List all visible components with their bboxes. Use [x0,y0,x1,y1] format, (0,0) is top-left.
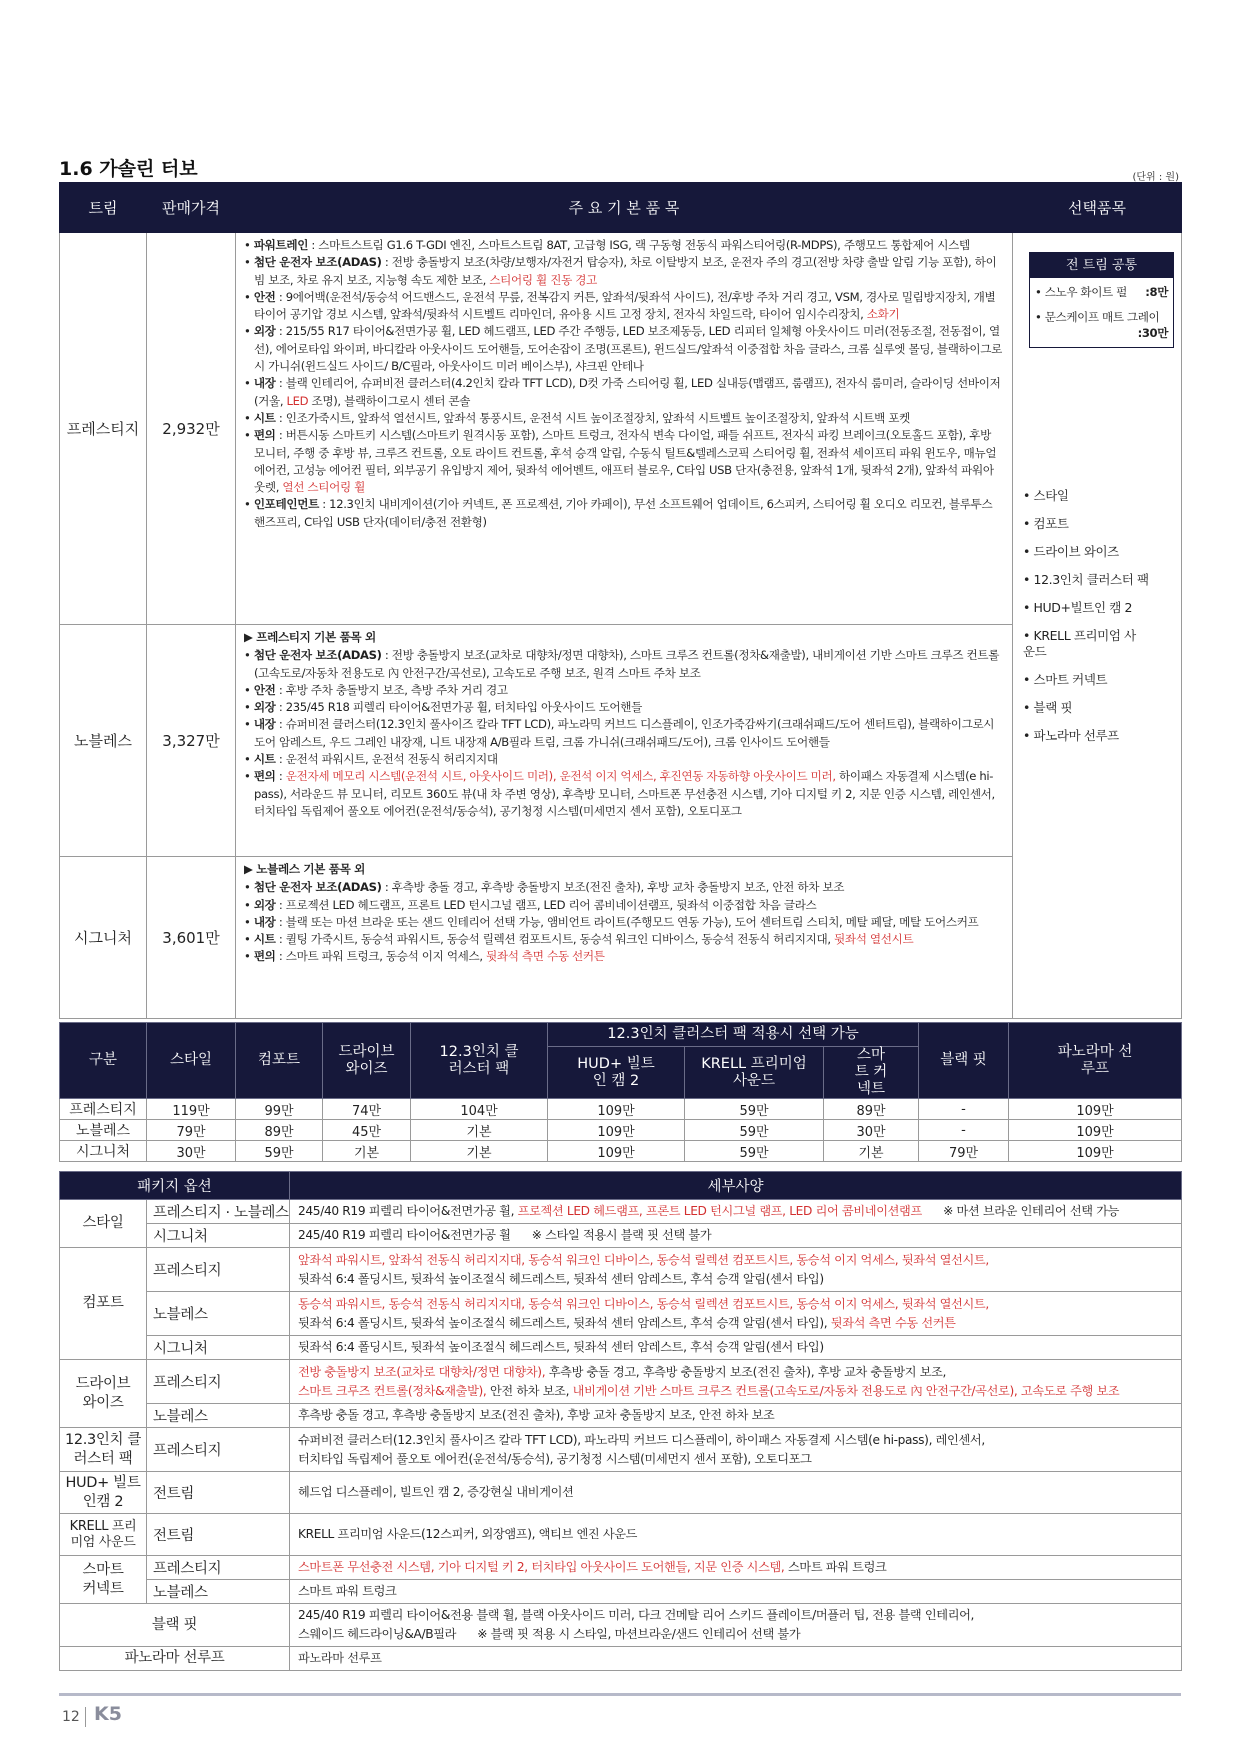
feature-item: • 외장 : 프로젝션 LED 헤드램프, 프론트 LED 턴시그널 램프, LED 리어 콤비네이션램프, 뒷좌석 이중접합 차음 글라스 [244,897,1004,914]
feature-item: • 편의 : 버튼시동 스마트키 시스템(스마트키 원격시동 포함), 스마트 트렁크, 전자식 변속 다이얼, 패들 쉬프트, 전자식 파킹 브레이크(오토홀드 포함), 후방 모니터, 주행 중 후방 뷰, 크루즈 컨트롤, 오토 라이트 컨트롤, 후석 승객 알림, 수동식 틸트&텔레스코픽 스티어링 휠, 전좌석 세이프티 파워 윈도우, 매뉴얼 에어컨, 고성능 에어컨 필터, 외부공기 유입방지 제어, 뒷좌석 에어벤트, 애프터 블로우, C타입 USB 단자(충전용, 앞좌석 1개, 뒷좌석 2개), 앞좌석 파워아웃렛, 열선 스티어링 휠 [244,427,1004,496]
price-row-trim: 시그니처 [60,1141,147,1162]
feature-item: • 내장 : 블랙 인테리어, 슈퍼비전 클러스터(4.2인치 칼라 TFT LCD), D컷 가죽 스티어링 휠, LED 실내등(맵램프, 룸램프), 전자식 룸미러, 슬라이딩 선바이저(거울, LED 조명), 블랙하이그로시 센터 콘솔 [244,375,1004,410]
pkg-group-cluster: 12.3인치 클러스터 팩 [60,1428,147,1472]
option-item: • 스타일 [1023,488,1149,504]
header-options: 선택품목 [1013,183,1182,233]
price-cell: 기본 [323,1141,411,1162]
page-footer [59,1693,1181,1725]
feature-list [236,625,1013,857]
price-header-panorama: 파노라마 선루프 [1009,1023,1182,1099]
price-row [60,1141,1182,1162]
price-cell: 59만 [685,1099,824,1120]
pkg-detail: 파노라마 선루프 [290,1647,1182,1671]
option-item: • KRELL 프리미엄 사운드 [1023,628,1143,660]
price-cell: 119만 [147,1099,236,1120]
feature-item: • 내장 : 블랙 또는 마션 브라운 또는 샌드 인테리어 선택 가능, 앰비언트 라이트(주행모드 연동 가능), 도어 센터트림 스티치, 메탈 페달, 메탈 도어스커프 [244,914,1004,931]
page-number: 12 [62,1709,80,1725]
trim-price: 2,932만 [147,233,236,625]
options-cell [1013,233,1182,1019]
price-cell: 109만 [548,1120,685,1141]
feature-item: • 안전 : 9에어백(운전석/동승석 어드밴스드, 운전석 무릎, 전복감지 커튼, 앞좌석/뒷좌석 사이드), 전/후방 주차 거리 경고, VSM, 경사로 밀림방지장치, 개별 타이어 공기압 경보 시스템, 앞좌석/뒷좌석 시트벨트 리마인더, 유아용 시트 고정 장치, 전자식 차일드락, 타이어 임시수리장치, 소화기 [244,289,1004,324]
option-item: • 스마트 커넥트 [1023,672,1149,688]
price-header-group: 12.3인치 클러스터 팩 적용시 선택 가능 [548,1023,919,1047]
pkg-group-smart: 스마트 커넥트 [60,1556,147,1604]
option-item: • 컴포트 [1023,516,1149,532]
pkg-detail: 동승석 파워시트, 동승석 전동식 허리지지대, 동승석 워크인 디바이스, 동승석 릴렉션 컴포트시트, 동승석 이지 억세스, 뒷좌석 열선시트, 뒷좌석 6:4 폴딩시트, 뒷좌석 높이조절식 헤드레스트, 뒷좌석 센터 암레스트, 후석 승객 알림(센서 타입), 뒷좌석 측면 수동 선커튼 [290,1292,1182,1336]
feature-item: • 인포테인먼트 : 12.3인치 내비게이션(기아 커넥트, 폰 프로젝션, 기아 카페이), 무선 소프트웨어 업데이트, 6스피커, 스티어링 휠 오디오 리모컨, 블루투스 핸즈프리, C타입 USB 단자(데이터/충전 전환형) [244,496,1004,531]
price-cell: 기본 [411,1141,548,1162]
pkg-sub: 프레스티지 [147,1556,290,1580]
pkg-sub: 프레스티지 [147,1248,290,1292]
spec-page [59,150,1181,1671]
price-header-style: 스타일 [147,1023,236,1099]
price-cell: 74만 [323,1099,411,1120]
price-cell: 89만 [236,1120,323,1141]
price-cell: 30만 [147,1141,236,1162]
pkg-group-krell: KRELL 프리미엄 사운드 [60,1514,147,1556]
pkg-detail: 245/40 R19 피렐리 타이어&전면가공 휠 ※ 스타일 적용시 블랙 핏 선택 불가 [290,1224,1182,1248]
pkg-group-style: 스타일 [60,1200,147,1248]
feature-section-header: ▶ 노블레스 기본 품목 외 [244,862,365,876]
option-item: • 12.3인치 클러스터 팩 [1023,572,1149,588]
price-header-comfort: 컴포트 [236,1023,323,1099]
pkg-group-drivewise: 드라이브 와이즈 [60,1360,147,1428]
price-cell: 59만 [685,1120,824,1141]
option-item: • 블랙 핏 [1023,700,1149,716]
common-item: • 스노우 화이트 펄 :8만 [1035,285,1168,299]
pkg-group-hud: HUD+ 빌트인캠 2 [60,1472,147,1514]
header-features: 주 요 기 본 품 목 [236,183,1013,233]
feature-item: • 시트 : 운전석 파워시트, 운전석 전동식 허리지지대 [244,751,1004,768]
trim-features-table [59,182,1182,1019]
unit-note: (단위 : 원) [1132,172,1179,183]
pkg-sub: 노블레스 [147,1404,290,1428]
pkg-detail: 스마트폰 무선충전 시스템, 기아 디지털 키 2, 터치타입 아웃사이드 도어핸들, 지문 인증 시스템, 스마트 파워 트렁크 [290,1556,1182,1580]
price-header-hud: HUD+ 빌트인 캠 2 [548,1047,685,1099]
price-cell: 79만 [147,1120,236,1141]
pkg-sub: 프레스티지 [147,1360,290,1404]
price-cell: 기본 [411,1120,548,1141]
price-cell: 109만 [1009,1141,1182,1162]
pkg-group-pano: 파노라마 선루프 [60,1647,290,1671]
model-name: K5 [94,1703,122,1725]
header-price: 판매가격 [147,183,236,233]
pkg-detail: 슈퍼비전 클러스터(12.3인치 풀사이즈 칼라 TFT LCD), 파노라믹 커브드 디스플레이, 하이패스 자동결제 시스템(e hi-pass), 레인센서, 터치타입 독립제어 풀오토 에어컨(운전석/동승석), 공기청정 시스템(미세먼지 센서 포함), 오토디포그 [290,1428,1182,1472]
price-header-cluster: 12.3인치 클러스터 팩 [411,1023,548,1099]
price-cell: 104만 [411,1099,548,1120]
price-row [60,1120,1182,1141]
option-item: • 파노라마 선루프 [1023,728,1149,744]
common-box-title: 전 트림 공통 [1030,253,1173,278]
pkg-detail: 245/40 R19 피렐리 타이어&전용 블랙 휠, 블랙 아웃사이드 미러, 다크 건메탈 리어 스키드 플레이트/머플러 팁, 전용 블랙 인테리어, 스웨이드 헤드라이닝&A/B필라 ※ 블랙 핏 적용 시 스타일, 마션브라운/샌드 인테리어 선택 불가 [290,1604,1182,1647]
feature-item: • 내장 : 슈퍼비전 클러스터(12.3인치 풀사이즈 칼라 TFT LCD), 파노라믹 커브드 디스플레이, 인조가죽감싸기(크래쉬패드/도어 센터트림), 블랙하이그로시 도어 암레스트, 우드 그레인 내장재, 니트 내장재 A/B필라 트림, 크롬 가니쉬(크래쉬패드/도어), 크롬 인사이드 도어핸들 [244,716,1004,751]
pkg-header-option: 패키지 옵션 [60,1172,290,1200]
price-row [60,1099,1182,1120]
pkg-sub: 프레스티지 · 노블레스 [147,1200,290,1224]
pkg-detail: 뒷좌석 6:4 폴딩시트, 뒷좌석 높이조절식 헤드레스트, 뒷좌석 센터 암레스트, 후석 승객 알림(센서 타입) [290,1336,1182,1360]
price-cell: 30만 [824,1120,919,1141]
feature-item: • 첨단 운전자 보조(ADAS) : 후측방 충돌 경고, 후측방 충돌방지 보조(전진 출차), 후방 교차 충돌방지 보조, 안전 하차 보조 [244,879,1004,896]
price-cell: - [919,1120,1009,1141]
pkg-detail: 245/40 R19 피렐리 타이어&전면가공 휠, 프로젝션 LED 헤드램프, 프론트 LED 턴시그널 램프, LED 리어 콤비네이션램프 ※ 마션 브라운 인테리어 선택 가능 [290,1200,1182,1224]
price-header-blackfit: 블랙 핏 [919,1023,1009,1099]
trim-name: 시그니처 [60,857,147,1019]
price-cell: 59만 [236,1141,323,1162]
pkg-detail: 헤드업 디스플레이, 빌트인 캠 2, 증강현실 내비게이션 [290,1472,1182,1514]
price-header-smart: 스마트 커넥트 [824,1047,919,1099]
trim-name: 프레스티지 [60,233,147,625]
price-cell: 59만 [685,1141,824,1162]
option-item: • HUD+빌트인 캠 2 [1023,600,1149,616]
price-cell: 99만 [236,1099,323,1120]
pkg-detail: KRELL 프리미엄 사운드(12스피커, 외장앰프), 액티브 엔진 사운드 [290,1514,1182,1556]
price-cell: 89만 [824,1099,919,1120]
header-trim: 트림 [60,183,147,233]
price-cell: 109만 [548,1141,685,1162]
common-item: • 문스케이프 매트 그레이 :30만 [1035,310,1168,340]
feature-item: • 외장 : 215/55 R17 타이어&전면가공 휠, LED 헤드램프, LED 주간 주행등, LED 보조제동등, LED 리피터 일체형 아웃사이드 미러(전동조절, 전동접이, 열선), 에어로타입 와이퍼, 바디칼라 아웃사이드 도어핸들, 도어손잡이 조명(프론트), 윈드실드/앞좌석 이중접합 차음 글라스, 크롬 실루엣 몰딩, 블랙하이그로시 가니쉬(윈드실드 사이드/ B/C필라, 아웃사이드 미러 베이스부), 샤크핀 안테나 [244,323,1004,375]
price-cell: 109만 [548,1099,685,1120]
price-cell: 109만 [1009,1120,1182,1141]
pkg-detail: 앞좌석 파워시트, 앞좌석 전동식 허리지지대, 동승석 워크인 디바이스, 동승석 릴렉션 컴포트시트, 동승석 이지 억세스, 뒷좌석 열선시트, 뒷좌석 6:4 폴딩시트, 뒷좌석 높이조절식 헤드레스트, 뒷좌석 센터 암레스트, 후석 승객 알림(센서 타입) [290,1248,1182,1292]
feature-item: • 시트 : 퀼팅 가죽시트, 동승석 파워시트, 동승석 릴렉션 컴포트시트, 동승석 워크인 디바이스, 동승석 전동식 허리지지대, 뒷좌석 열선시트 [244,931,1004,948]
page-title: 1.6 가솔린 터보 [59,158,198,180]
pkg-detail: 전방 충돌방지 보조(교차로 대향차/정면 대향차), 후측방 충돌 경고, 후측방 충돌방지 보조(전진 출차), 후방 교차 충돌방지 보조, 스마트 크루즈 컨트롤(정차&재출발), 안전 하차 보조, 내비게이션 기반 스마트 크루즈 컨트롤(고속도로/자동차 전용도로 內 안전구간/곡선로), 고속도로 주행 보조 [290,1360,1182,1404]
pkg-sub: 전트림 [147,1472,290,1514]
pkg-sub: 시그니처 [147,1336,290,1360]
price-cell: 109만 [1009,1099,1182,1120]
feature-item: • 편의 : 운전자세 메모리 시스템(운전석 시트, 아웃사이드 미러), 운전석 이지 억세스, 후진연동 자동하향 아웃사이드 미러, 하이패스 자동결제 시스템(e hi-pass), 서라운드 뷰 모니터, 리모트 360도 뷰(내 차 주변 영상), 후측방 모니터, 스마트폰 무선충전 시스템, 기아 디지털 키 2, 지문 인증 시스템, 레인센서, 터치타입 독립제어 풀오토 에어컨(운전석/동승석), 공기청정 시스템(미세먼지 센서 포함), 오토디포그 [244,768,1004,820]
feature-section-header: ▶ 프레스티지 기본 품목 외 [244,630,376,644]
pkg-header-detail: 세부사양 [290,1172,1182,1200]
feature-item: • 첨단 운전자 보조(ADAS) : 전방 충돌방지 보조(교차로 대향차/정면 대향차), 스마트 크루즈 컨트롤(정차&재출발), 내비게이션 기반 스마트 크루즈 컨트롤(고속도로/자동차 전용도로 內 안전구간/곡선로), 고속도로 주행 보조, 원격 스마트 주차 보조 [244,647,1004,682]
price-cell: - [919,1099,1009,1120]
footer-divider [85,1707,86,1727]
price-header-drivewise: 드라이브 와이즈 [323,1023,411,1099]
common-color-box [1029,252,1174,348]
pkg-detail: 스마트 파워 트렁크 [290,1580,1182,1604]
price-row-trim: 노블레스 [60,1120,147,1141]
price-cell: 45만 [323,1120,411,1141]
pkg-sub: 시그니처 [147,1224,290,1248]
feature-item: • 편의 : 스마트 파워 트렁크, 동승석 이지 억세스, 뒷좌석 측면 수동 선커튼 [244,948,1004,965]
footer-rule [59,1693,1181,1696]
pkg-sub: 노블레스 [147,1292,290,1336]
package-detail-table [59,1171,1182,1671]
pkg-group-comfort: 컴포트 [60,1248,147,1360]
option-price-table [59,1022,1182,1162]
feature-item: • 외장 : 235/45 R18 피렐리 타이어&전면가공 휠, 터치타입 아웃사이드 도어핸들 [244,699,1004,716]
feature-item: • 첨단 운전자 보조(ADAS) : 전방 충돌방지 보조(차량/보행자/자전거 탑승자), 차로 이탈방지 보조, 운전자 주의 경고(전방 차량 출발 알림 기능 포함), 하이빔 보조, 차로 유지 보조, 지능형 속도 제한 보조, 스티어링 휠 진동 경고 [244,254,1004,289]
option-list [1023,488,1149,756]
trim-name: 노블레스 [60,625,147,857]
price-cell: 기본 [824,1141,919,1162]
price-row-trim: 프레스티지 [60,1099,147,1120]
pkg-group-black: 블랙 핏 [60,1604,290,1647]
trim-price: 3,327만 [147,625,236,857]
pkg-sub: 프레스티지 [147,1428,290,1472]
feature-item: • 파워트레인 : 스마트스트림 G1.6 T-GDI 엔진, 스마트스트림 8AT, 고급형 ISG, 랙 구동형 전동식 파워스티어링(R-MDPS), 주행모드 통합제어 시스템 [244,237,1004,254]
feature-list [236,857,1013,1019]
feature-list [236,233,1013,625]
pkg-sub: 노블레스 [147,1580,290,1604]
pkg-detail: 후측방 충돌 경고, 후측방 충돌방지 보조(전진 출차), 후방 교차 충돌방지 보조, 안전 하차 보조 [290,1404,1182,1428]
option-item: • 드라이브 와이즈 [1023,544,1149,560]
feature-item: • 안전 : 후방 주차 충돌방지 보조, 측방 주차 거리 경고 [244,682,1004,699]
price-cell: 79만 [919,1141,1009,1162]
price-header-krell: KRELL 프리미엄 사운드 [685,1047,824,1099]
price-header-trim: 구분 [60,1023,147,1099]
pkg-sub: 전트림 [147,1514,290,1556]
feature-item: • 시트 : 인조가죽시트, 앞좌석 열선시트, 앞좌석 통풍시트, 운전석 시트 높이조절장치, 앞좌석 시트벨트 높이조절장치, 앞좌석 시트백 포켓 [244,410,1004,427]
trim-price: 3,601만 [147,857,236,1019]
